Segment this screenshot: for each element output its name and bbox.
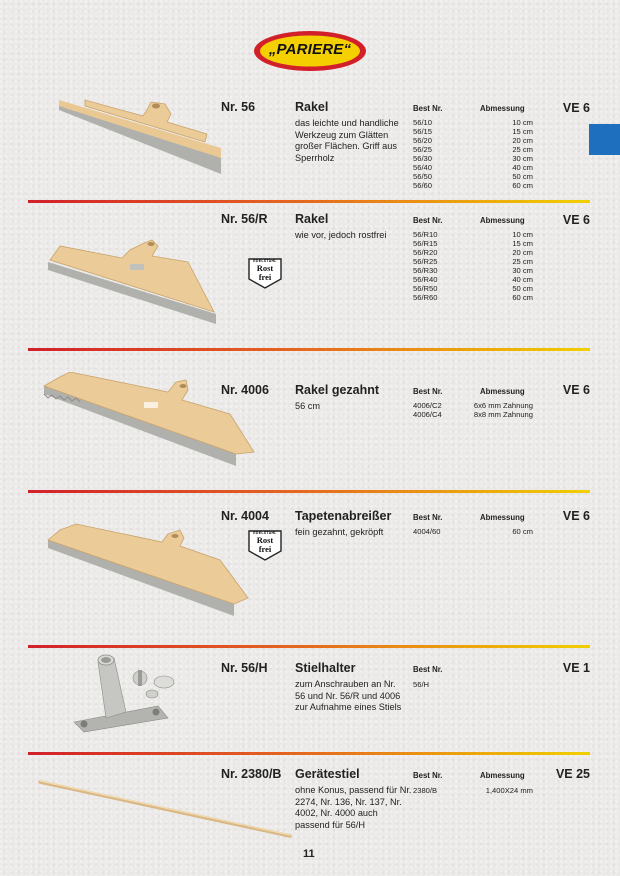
table-row (413, 230, 533, 239)
table-row (413, 786, 533, 795)
size-table (413, 527, 533, 536)
table-row (413, 293, 533, 302)
table-row (413, 527, 533, 536)
size-table (413, 680, 533, 689)
dimension: 30 cm (512, 266, 533, 275)
dimension: 10 cm (512, 118, 533, 127)
dimension: 60 cm (512, 293, 533, 302)
rostfrei-small-text: EDELSTAHL (253, 259, 277, 263)
product-title: Stielhalter (295, 661, 356, 675)
table-row (413, 239, 533, 248)
dimension: 20 cm (512, 248, 533, 257)
best-nr-header: Best Nr. (413, 104, 443, 113)
product-description: wie vor, jedoch rostfrei (295, 230, 387, 240)
article-code: 56/10 (413, 118, 433, 127)
product-title: Gerätestiel (295, 767, 360, 781)
article-code: 56/R30 (413, 266, 438, 275)
section-divider (28, 645, 590, 648)
size-table (413, 230, 533, 302)
product-description: ohne Konus, passend für Nr. 2274, Nr. 136, Nr. 137, Nr. 4002, Nr. 4000 auch passend für 56/H (295, 785, 412, 830)
ve-label: VE 6 (562, 509, 590, 523)
article-code: 56/60 (413, 181, 433, 190)
size-table (413, 786, 533, 795)
best-nr-header: Best Nr. (413, 665, 443, 674)
table-row (413, 154, 533, 163)
article-code: 56/30 (413, 154, 433, 163)
dimension: 30 cm (512, 154, 533, 163)
section-divider (28, 348, 590, 351)
rostfrei-line2: frei (258, 544, 272, 554)
product-title: Tapetenabreißer (295, 509, 392, 523)
article-code: 56/R10 (413, 230, 438, 239)
article-code: 56/40 (413, 163, 433, 172)
rostfrei-line2: frei (258, 272, 272, 282)
table-row (413, 145, 533, 154)
table-row (413, 401, 533, 410)
best-nr-header: Best Nr. (413, 513, 443, 522)
section-divider (28, 490, 590, 493)
product-description: fein gezahnt, gekröpft (295, 527, 384, 537)
pariere-logo (252, 30, 368, 72)
table-row (413, 284, 533, 293)
table-row (413, 257, 533, 266)
article-code: 56/R50 (413, 284, 438, 293)
dimension: 6x6 mm Zahnung (473, 401, 533, 410)
article-code: 4006/C2 (413, 401, 442, 410)
ve-label: VE 1 (562, 661, 590, 675)
abmessung-header: Abmessung (480, 387, 525, 396)
rostfrei-line1: Rost (256, 263, 274, 273)
dimension: 8x8 mm Zahnung (473, 410, 533, 419)
product-description: 56 cm (295, 401, 321, 411)
product-number: Nr. 4004 (221, 509, 269, 523)
table-row (413, 248, 533, 257)
dimension: 40 cm (512, 275, 533, 284)
best-nr-header: Best Nr. (413, 216, 443, 225)
article-code: 2380/B (413, 786, 438, 795)
article-code: 4004/60 (413, 527, 441, 536)
dimension: 1,400X24 mm (485, 786, 533, 795)
table-row (413, 172, 533, 181)
dimension: 50 cm (512, 284, 533, 293)
dimension: 25 cm (512, 257, 533, 266)
abmessung-header: Abmessung (480, 771, 525, 780)
dimension: 40 cm (512, 163, 533, 172)
size-table (413, 401, 533, 419)
dimension: 10 cm (512, 230, 533, 239)
product-description: das leichte und handliche Werkzeug zum Glätten großer Flächen. Griff aus Sperrholz (295, 118, 399, 163)
rakel-56r-image (46, 234, 222, 326)
product-number: Nr. 2380/B (221, 767, 282, 781)
product-number: Nr. 56/H (221, 661, 268, 675)
product-title: Rakel gezahnt (295, 383, 380, 397)
rostfrei-small-text: EDELSTAHL (253, 531, 277, 535)
size-table (413, 118, 533, 190)
table-row (413, 266, 533, 275)
article-code: 56/R60 (413, 293, 438, 302)
article-code: 56/R15 (413, 239, 438, 248)
table-row (413, 680, 533, 689)
dimension: 50 cm (512, 172, 533, 181)
article-code: 56/20 (413, 136, 433, 145)
page-number: 11 (303, 848, 315, 860)
product-description: zum Anschrauben an Nr. 56 und Nr. 56/R und 4006 zur Aufnahme eines Stiels (295, 679, 402, 712)
ve-label: VE 6 (562, 213, 590, 227)
dimension: 15 cm (512, 127, 533, 136)
article-code: 56/R40 (413, 275, 438, 284)
dimension: 60 cm (512, 181, 533, 190)
ve-label: VE 6 (562, 383, 590, 397)
ve-label: VE 6 (562, 101, 590, 115)
table-row (413, 127, 533, 136)
abmessung-header: Abmessung (480, 104, 525, 113)
table-row (413, 136, 533, 145)
table-row (413, 181, 533, 190)
chapter-tab (589, 124, 620, 155)
dimension: 25 cm (512, 145, 533, 154)
product-number: Nr. 4006 (221, 383, 269, 397)
article-code: 56/H (413, 680, 430, 689)
rakel-56-image (55, 96, 227, 178)
section-divider (28, 752, 590, 755)
product-number: Nr. 56 (221, 100, 256, 114)
rostfrei-badge (247, 529, 283, 561)
article-code: 56/25 (413, 145, 433, 154)
tapetenabreisser-image (44, 520, 252, 620)
product-number: Nr. 56/R (221, 212, 268, 226)
stielhalter-image (68, 652, 190, 736)
table-row (413, 163, 533, 172)
article-code: 56/R20 (413, 248, 438, 257)
table-row (413, 275, 533, 284)
best-nr-header: Best Nr. (413, 387, 443, 396)
article-code: 56/15 (413, 127, 433, 136)
table-row (413, 118, 533, 127)
product-title: Rakel (295, 100, 329, 114)
article-code: 56/50 (413, 172, 433, 181)
table-row (413, 410, 533, 419)
abmessung-header: Abmessung (480, 513, 525, 522)
rostfrei-badge (247, 257, 283, 289)
product-title: Rakel (295, 212, 329, 226)
section-divider (28, 200, 590, 203)
article-code: 56/R25 (413, 257, 438, 266)
logo-text: „PARIERE“ (268, 41, 352, 58)
ve-label: VE 25 (555, 767, 590, 781)
geraetestiel-image (36, 778, 296, 842)
article-code: 4006/C4 (413, 410, 442, 419)
dimension: 60 cm (512, 527, 533, 536)
rostfrei-line1: Rost (256, 535, 274, 545)
dimension: 20 cm (512, 136, 533, 145)
best-nr-header: Best Nr. (413, 771, 443, 780)
dimension: 15 cm (512, 239, 533, 248)
abmessung-header: Abmessung (480, 216, 525, 225)
